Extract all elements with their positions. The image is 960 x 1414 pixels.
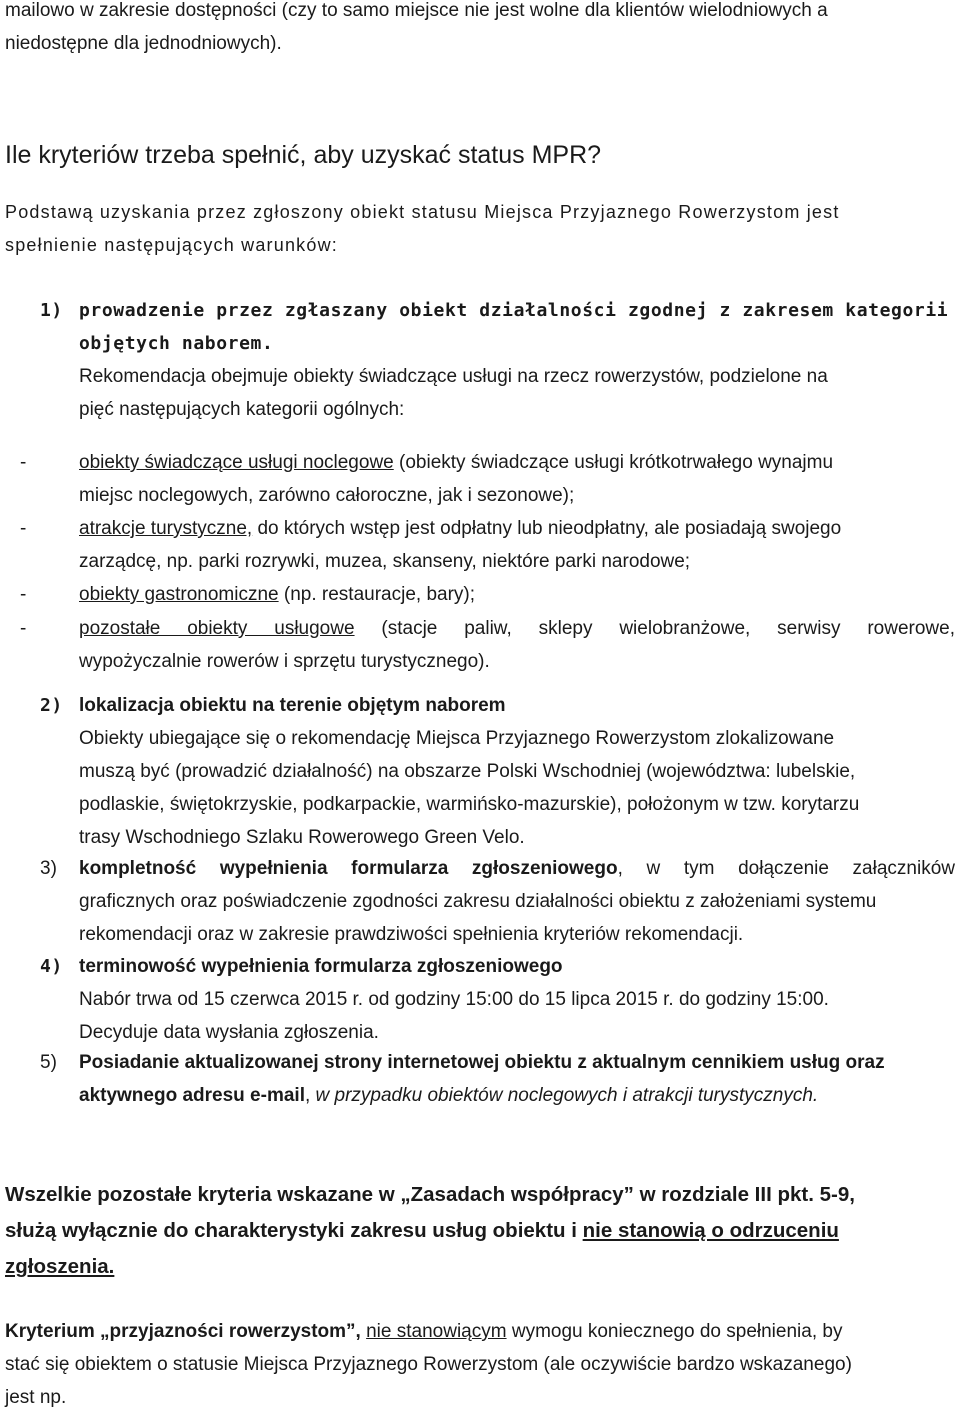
criterion-4-number: 4)	[40, 956, 63, 977]
criterion-3-body	[79, 852, 955, 951]
intro-line-2: niedostępne dla jednodniowych).	[5, 33, 282, 54]
criterion-4-title: terminowość wypełnienia formularza zgłoszeniowego	[79, 956, 563, 977]
final-line-2: stać się obiektem o statusie Miejsca Przyjaznego Rowerzystom (ale oczywiście bardzo wskazanego)	[5, 1354, 852, 1375]
final-paragraph	[5, 1315, 955, 1414]
criterion-2-line-4: trasy Wschodniego Szlaku Rowerowego Green Velo.	[79, 827, 525, 848]
category-detail-line-2: miejsc noclegowych, zarówno całoroczne, jak i sezonowe);	[79, 485, 575, 506]
criterion-5-comma: ,	[304, 1085, 316, 1106]
category-detail: (obiekty świadczące usługi krótkotrwałego wynajmu	[393, 452, 834, 473]
criterion-4-line-1: Nabór trwa od 15 czerwca 2015 r. od godziny 15:00 do 15 lipca 2015 r. do godziny 15:00.	[79, 989, 829, 1010]
criterion-5-body	[79, 1046, 955, 1112]
criterion-1-desc-line-2: pięć następujących kategorii ogólnych:	[79, 399, 405, 420]
criterion-5-number: 5)	[40, 1052, 57, 1073]
category-detail-line-2: zarządcę, np. parki rozrywki, muzea, skanseny, niektóre parki narodowe;	[79, 551, 691, 572]
criterion-2-title: lokalizacja obiektu na terenie objętym naborem	[79, 695, 506, 716]
criterion-1-title-line-2: objętych naborem.	[79, 333, 274, 354]
category-detail: do których wstęp jest odpłatny lub nieodpłatny, ale posiadają swojego	[252, 518, 842, 539]
criterion-2-number: 2)	[40, 695, 63, 716]
criterion-3-number: 3)	[40, 858, 57, 879]
criterion-3-line-1-rest: , w tym dołączenie załączników	[617, 858, 955, 879]
final-line-1-rest: wymogu koniecznego do spełnienia, by	[506, 1321, 843, 1342]
category-link: pozostałe obiekty usługowe	[79, 618, 355, 639]
category-item-accommodation	[79, 446, 955, 512]
criterion-4-line-2: Decyduje data wysłania zgłoszenia.	[79, 1022, 379, 1043]
list-dash: -	[20, 618, 27, 639]
other-criteria-underlined: nie stanowią o odrzuceniu	[582, 1219, 839, 1242]
list-dash: -	[20, 584, 27, 605]
lead-line-2: spełnienie następujących warunków:	[5, 235, 338, 255]
category-detail: (np. restauracje, bary);	[278, 584, 476, 605]
criterion-1-title	[79, 294, 955, 360]
criterion-2-line-3: podlaskie, świętokrzyskie, podkarpackie, warmińsko-mazurskie), położonym w tzw. korytarzu	[79, 794, 860, 815]
criterion-5-title-line-2: aktywnego adresu e-mail	[79, 1085, 305, 1106]
criterion-5-title-line-1: Posiadanie aktualizowanej strony internetowej obiektu z aktualnym cennikiem usług oraz	[79, 1052, 885, 1073]
criterion-1-number: 1)	[40, 300, 63, 321]
criterion-3-line-2: graficznych oraz poświadczenie zgodności zakresu działalności obiektu z założeniami systemu	[79, 891, 877, 912]
other-criteria-note	[5, 1177, 955, 1285]
criterion-2-line-2: muszą być (prowadzić działalność) na obszarze Polski Wschodniej (województwa: lubelskie,	[79, 761, 856, 782]
lead-paragraph	[5, 196, 955, 262]
criterion-4-body	[79, 950, 955, 1049]
other-criteria-line-1: Wszelkie pozostałe kryteria wskazane w „Zasadach współpracy” w rozdziale III pkt. 5-9,	[5, 1183, 855, 1206]
category-link: obiekty świadczące usługi noclegowe	[79, 452, 394, 473]
criterion-1-title-line-1: prowadzenie przez zgłaszany obiekt działalności zgodnej z zakresem kategorii	[79, 300, 949, 321]
final-line-3: jest np.	[5, 1387, 67, 1408]
list-dash: -	[20, 518, 27, 539]
final-bold: Kryterium „przyjazności rowerzystom”,	[5, 1321, 361, 1342]
criterion-2-body	[79, 689, 955, 854]
final-underlined: nie stanowiącym	[366, 1321, 507, 1342]
intro-paragraph	[5, 0, 955, 60]
criterion-2-line-1: Obiekty ubiegające się o rekomendację Miejsca Przyjaznego Rowerzystom zlokalizowane	[79, 728, 835, 749]
criterion-5-note: w przypadku obiektów noclegowych i atrakcji turystycznych.	[315, 1085, 819, 1106]
category-item-gastronomy	[79, 578, 955, 611]
category-link: obiekty gastronomiczne	[79, 584, 279, 605]
category-item-other-services	[79, 612, 955, 678]
section-heading: Ile kryteriów trzeba spełnić, aby uzyskać status MPR?	[5, 141, 602, 169]
criterion-3-line-3: rekomendacji oraz w zakresie prawdziwości spełnienia kryteriów rekomendacji.	[79, 924, 744, 945]
intro-line-1: mailowo w zakresie dostępności (czy to samo miejsce nie jest wolne dla klientów wielodniowych a	[5, 0, 828, 21]
criterion-1-desc-line-1: Rekomendacja obejmuje obiekty świadczące usługi na rzecz rowerzystów, podzielone na	[79, 366, 828, 387]
category-detail: (stacje paliw, sklepy wielobranżowe, serwisy rowerowe,	[354, 618, 955, 639]
criterion-1-description	[79, 360, 955, 426]
criterion-3-title: kompletność wypełnienia formularza zgłoszeniowego	[79, 858, 618, 879]
other-criteria-line-3: zgłoszenia.	[5, 1255, 115, 1278]
category-item-attractions	[79, 512, 955, 578]
lead-line-1: Podstawą uzyskania przez zgłoszony obiekt statusu Miejsca Przyjaznego Rowerzystom jest	[5, 202, 840, 222]
category-link: atrakcje turystyczne,	[79, 518, 253, 539]
list-dash: -	[20, 452, 27, 473]
other-criteria-line-2: służą wyłącznie do charakterystyki zakresu usług obiektu i	[5, 1219, 583, 1242]
category-detail-line-2: wypożyczalnie rowerów i sprzętu turystycznego).	[79, 651, 490, 672]
